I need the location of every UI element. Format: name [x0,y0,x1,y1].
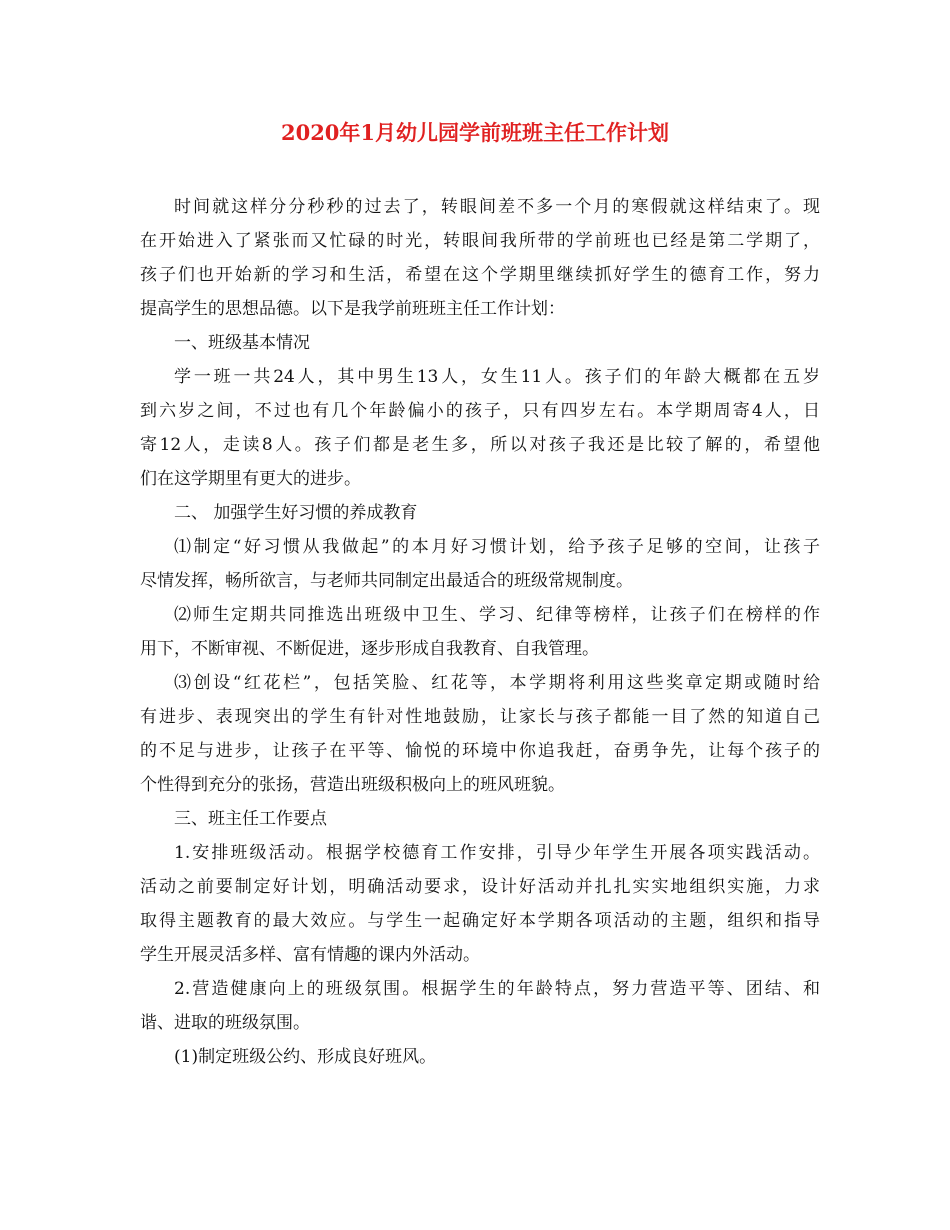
text-line: 谐、进取的班级氛围。 [140,1013,310,1033]
text-line: 1.安排班级活动。根据学校德育工作安排，引导少年学生开展各项实践活动。 [174,843,820,863]
text-line: 学生开展灵活多样、富有情趣的课内外活动。 [140,945,480,965]
text-line: 有进步、表现突出的学生有针对性地鼓励，让家长与孩子都能一目了然的知道自己 [140,707,820,727]
text-line: 个性得到充分的张扬，营造出班级积极向上的班风班貌。 [140,775,565,795]
text-line: 提高学生的思想品德。以下是我学前班班主任工作计划： [140,299,565,319]
text-line: 的不足与进步，让孩子在平等、愉悦的环境中你追我赶，奋勇争先，让每个孩子的 [140,741,820,761]
text-line: 三、班主任工作要点 [174,809,327,829]
text-line: 寄12人，走读8人。孩子们都是老生多，所以对孩子我还是比较了解的，希望他 [140,435,820,455]
text-line: 活动之前要制定好计划，明确活动要求，设计好活动并扎扎实实地组织实施，力求 [140,877,820,897]
text-line: 用下，不断审视、不断促进，逐步形成自我教育、自我管理。 [140,639,599,659]
text-line: 2.营造健康向上的班级氛围。根据学生的年龄特点，努力营造平等、团结、和 [174,979,820,999]
text-line: 尽情发挥，畅所欲言，与老师共同制定出最适合的班级常规制度。 [140,571,633,591]
text-line: 时间就这样分分秒秒的过去了，转眼间差不多一个月的寒假就这样结束了。现 [174,197,820,217]
text-line: ⑴制定“好习惯从我做起”的本月好习惯计划，给予孩子足够的空间，让孩子 [174,537,820,557]
text-line: 学一班一共24人，其中男生13人，女生11人。孩子们的年龄大概都在五岁 [174,367,820,387]
text-line: ⑵师生定期共同推选出班级中卫生、学习、纪律等榜样，让孩子们在榜样的作 [174,605,820,625]
text-line: 二、 加强学生好习惯的养成教育 [174,503,418,523]
text-line: (1)制定班级公约、形成良好班风。 [174,1047,437,1067]
text-line: 一、班级基本情况 [174,333,310,353]
document-title: 2020年1月幼儿园学前班班主任工作计划 [280,120,670,145]
text-line: 们在这学期里有更大的进步。 [140,469,361,489]
document-body [140,190,820,1074]
text-line: 在开始进入了紧张而又忙碌的时光，转眼间我所带的学前班也已经是第二学期了， [140,231,820,251]
text-line: 到六岁之间，不过也有几个年龄偏小的孩子，只有四岁左右。本学期周寄4人，日 [140,401,820,421]
text-line: 孩子们也开始新的学习和生活，希望在这个学期里继续抓好学生的德育工作，努力 [140,265,820,285]
text-line: ⑶创设“红花栏”，包括笑脸、红花等，本学期将利用这些奖章定期或随时给 [174,673,820,693]
text-line: 取得主题教育的最大效应。与学生一起确定好本学期各项活动的主题，组织和指导 [140,911,820,931]
